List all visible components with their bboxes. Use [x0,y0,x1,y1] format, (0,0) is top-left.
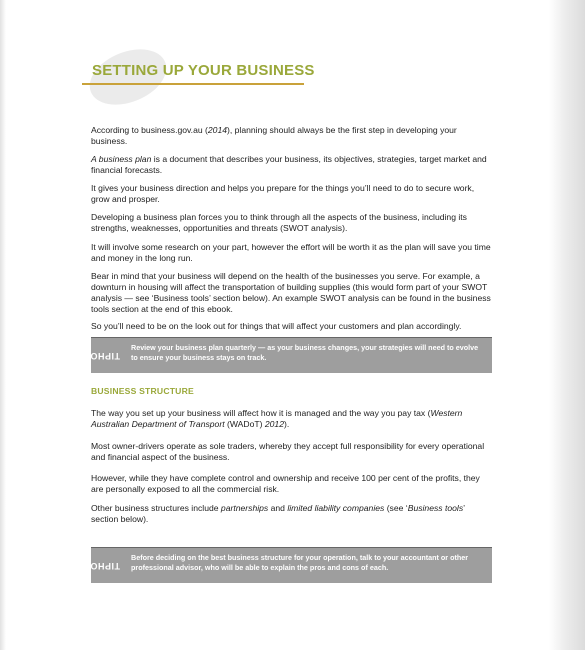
page-edge-left [0,0,6,650]
structure-paragraph-2: Most owner-drivers operate as sole traders, whereby they accept full responsibility for every operational and financial aspect of the business. [91,441,485,462]
intro-paragraph-7: So you’ll need to be on the look out for things that will affect your customers and plan accordingly. [91,321,462,331]
hot-tip-label: HOT TIP [83,351,120,361]
structure-paragraph-4: Other business structures include partnerships and limited liability companies (see ‘Business tools’ section below). [91,503,465,524]
page-edge-right [549,0,585,650]
section-heading: BUSINESS STRUCTURE [91,386,194,396]
intro-paragraph-5: It will involve some research on your part, however the effort will be worth it as the plan will save you time and money in the long run. [91,242,491,263]
intro-paragraph-6: Bear in mind that your business will depend on the health of the businesses you serve. For example, a downturn in housing will affect the transportation of building supplies (this would form part of your SWOT analysis — see ‘Business tools’ section below). An example SWOT analysis can be found in the business tools section at the end of this ebook. [91,271,491,314]
hot-tip-label: HOT TIP [83,561,120,571]
title-underline [82,83,304,85]
hot-tip-box [83,547,492,583]
intro-paragraph-4: Developing a business plan forces you to think through all the aspects of the business, including its strengths, weaknesses, opportunities and threats (SWOT analysis). [91,212,467,233]
structure-paragraph-3: However, while they have complete control and ownership and receive 100 per cent of the profits, they are personally exposed to all the commercial risk. [91,473,480,494]
hot-tip-text: Before deciding on the best business structure for your operation, talk to your accountant or other professional advisor, who will be able to explain the pros and cons of each. [131,553,469,572]
intro-paragraph-2: A business plan is a document that describes your business, its objectives, strategies, target market and financial forecasts. [91,154,487,175]
intro-paragraph-1: According to business.gov.au (2014), planning should always be the first step in developing your business. [91,125,457,146]
intro-paragraph-3: It gives your business direction and helps you prepare for the things you’ll need to do to secure work, grow and prosper. [91,183,475,204]
hot-tip-box [83,337,492,373]
structure-paragraph-1: The way you set up your business will affect how it is managed and the way you pay tax (Western Australian Department of Transport (WADoT) 2012). [91,408,463,429]
page-title: SETTING UP YOUR BUSINESS [92,62,315,79]
hot-tip-text: Review your business plan quarterly — as your business changes, your strategies will need to evolve to ensure your business stays on track. [131,343,479,362]
